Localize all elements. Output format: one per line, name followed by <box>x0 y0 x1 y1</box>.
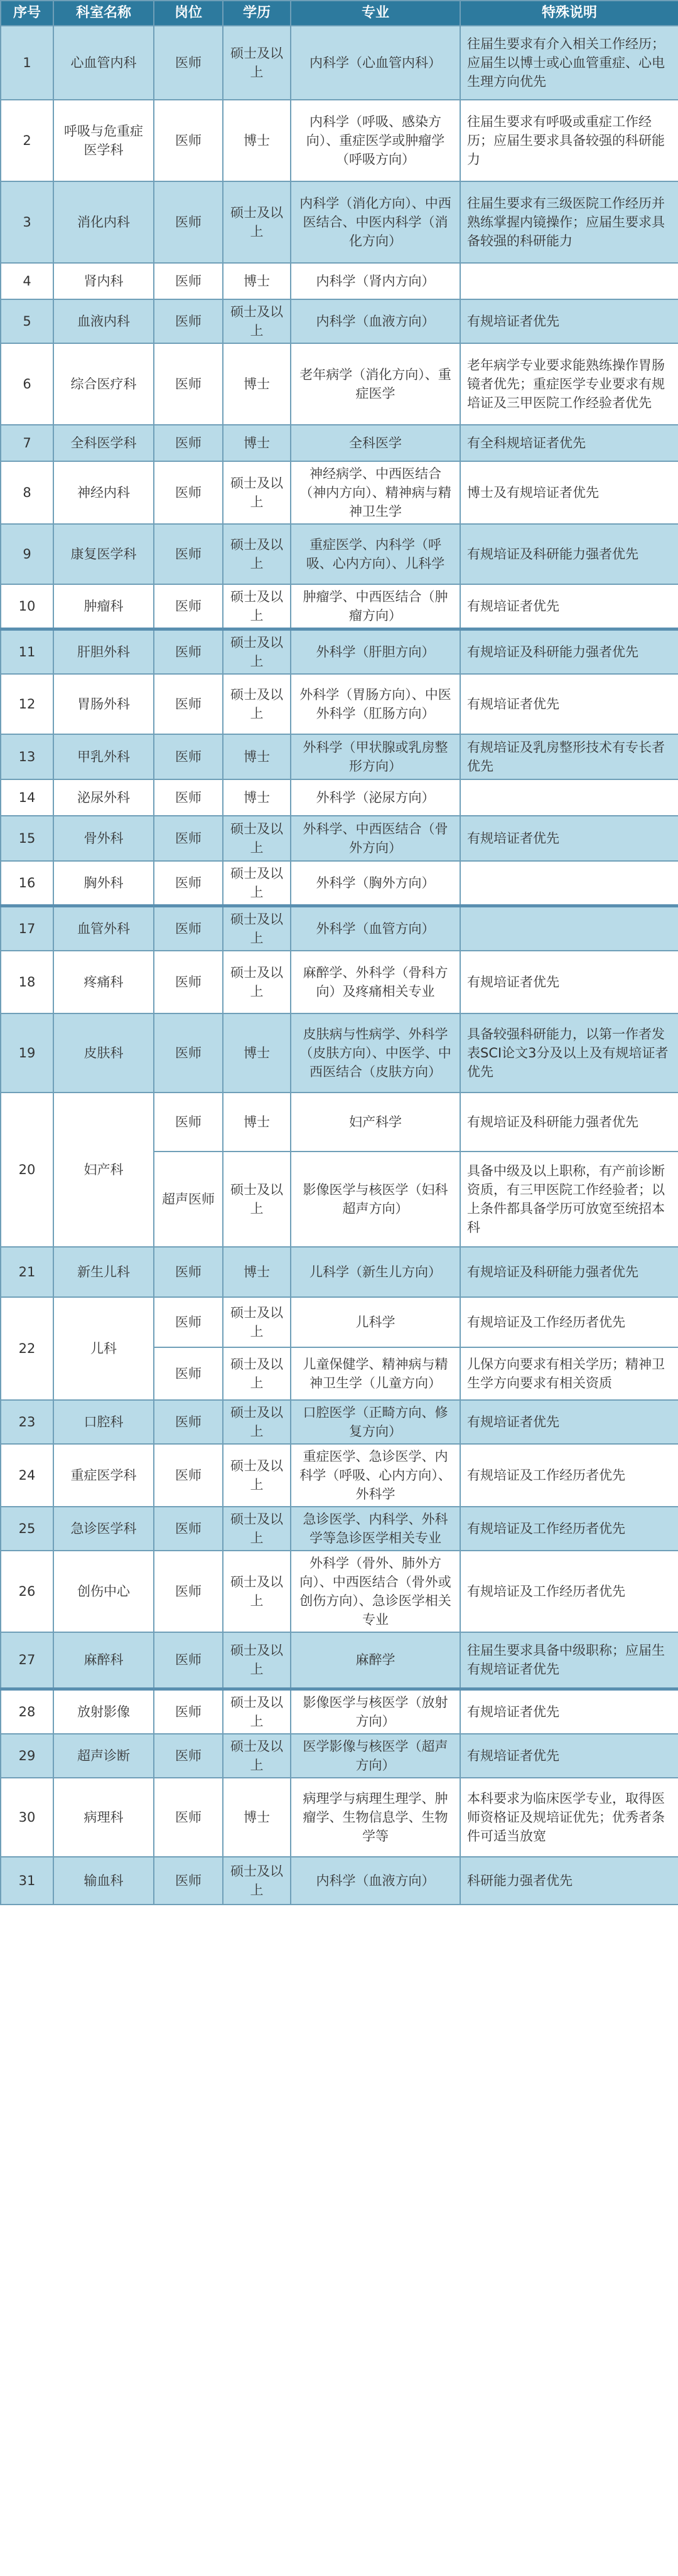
table-row <box>1 584 678 629</box>
table-row <box>1 1734 678 1778</box>
row-post: 医师 <box>154 343 223 425</box>
row-post: 医师 <box>154 1247 223 1297</box>
row-no: 19 <box>1 1013 53 1093</box>
row-edu: 博士 <box>223 779 291 816</box>
row-post: 医师 <box>154 861 223 906</box>
row-no: 28 <box>1 1689 53 1734</box>
row-dept: 呼吸与危重症医学科 <box>53 100 154 181</box>
row-post: 医师 <box>154 524 223 584</box>
table-row <box>1 861 678 906</box>
row-dept: 全科医学科 <box>53 425 154 461</box>
row-major: 影像医学与核医学（妇科超声方向） <box>291 1152 460 1247</box>
table-row <box>1 524 678 584</box>
row-edu: 硕士及以上 <box>223 1507 291 1551</box>
row-post: 医师 <box>154 584 223 629</box>
row-major: 外科学、中西医结合（骨外方向） <box>291 816 460 861</box>
row-note: 有规培证者优先 <box>460 299 678 343</box>
table-row <box>1 816 678 861</box>
row-dept: 麻醉科 <box>53 1632 154 1689</box>
row-dept: 血液内科 <box>53 299 154 343</box>
row-dept: 胃肠外科 <box>53 674 154 734</box>
row-dept: 儿科 <box>53 1297 154 1400</box>
row-post: 医师 <box>154 425 223 461</box>
table-row <box>1 1689 678 1734</box>
row-note <box>460 861 678 906</box>
row-major: 内科学（心血管内科） <box>291 26 460 100</box>
row-post: 超声医师 <box>154 1152 223 1247</box>
row-dept: 甲乳外科 <box>53 734 154 779</box>
table-row <box>1 299 678 343</box>
row-post: 医师 <box>154 779 223 816</box>
row-note: 有规培证者优先 <box>460 1689 678 1734</box>
row-no: 10 <box>1 584 53 629</box>
row-note: 有规培证者优先 <box>460 951 678 1013</box>
row-dept: 疼痛科 <box>53 951 154 1013</box>
row-no: 11 <box>1 629 53 675</box>
row-edu: 博士 <box>223 734 291 779</box>
row-no: 14 <box>1 779 53 816</box>
row-edu: 博士 <box>223 1778 291 1857</box>
row-major: 肿瘤学、中西医结合（肿瘤方向） <box>291 584 460 629</box>
row-major: 影像医学与核医学（放射方向） <box>291 1689 460 1734</box>
row-edu: 博士 <box>223 100 291 181</box>
table-row <box>1 1297 678 1347</box>
row-dept: 血管外科 <box>53 906 154 951</box>
row-dept: 肿瘤科 <box>53 584 154 629</box>
row-edu: 硕士及以上 <box>223 674 291 734</box>
table-row <box>1 26 678 100</box>
row-dept: 消化内科 <box>53 181 154 263</box>
row-edu: 硕士及以上 <box>223 1444 291 1507</box>
row-dept: 妇产科 <box>53 1093 154 1247</box>
row-note: 有规培证者优先 <box>460 1400 678 1444</box>
table-row <box>1 734 678 779</box>
row-no: 22 <box>1 1297 53 1400</box>
row-note: 有规培证及工作经历者优先 <box>460 1444 678 1507</box>
row-edu: 博士 <box>223 1247 291 1297</box>
row-major: 老年病学（消化方向）、重症医学 <box>291 343 460 425</box>
row-major: 医学影像与核医学（超声方向） <box>291 1734 460 1778</box>
row-no: 15 <box>1 816 53 861</box>
table-row <box>1 779 678 816</box>
table-row <box>1 1013 678 1093</box>
table-row <box>1 674 678 734</box>
row-major: 急诊医学、内科学、外科学等急诊医学相关专业 <box>291 1507 460 1551</box>
row-dept: 肝胆外科 <box>53 629 154 675</box>
row-post: 医师 <box>154 299 223 343</box>
row-major: 皮肤病与性病学、外科学（皮肤方向）、中医学、中西医结合（皮肤方向） <box>291 1013 460 1093</box>
row-edu: 硕士及以上 <box>223 1734 291 1778</box>
row-major: 麻醉学 <box>291 1632 460 1689</box>
row-dept: 创伤中心 <box>53 1551 154 1632</box>
table-row <box>1 1632 678 1689</box>
row-edu: 博士 <box>223 343 291 425</box>
table-row <box>1 100 678 181</box>
row-no: 16 <box>1 861 53 906</box>
row-dept: 重症医学科 <box>53 1444 154 1507</box>
header-note: 特殊说明 <box>460 1 678 26</box>
row-note: 老年病学专业要求能熟练操作胃肠镜者优先；重症医学专业要求有规培证及三甲医院工作经验者优先 <box>460 343 678 425</box>
row-dept: 康复医学科 <box>53 524 154 584</box>
row-major: 麻醉学、外科学（骨科方向）及疼痛相关专业 <box>291 951 460 1013</box>
row-dept: 新生儿科 <box>53 1247 154 1297</box>
table-row <box>1 1444 678 1507</box>
row-post: 医师 <box>154 1444 223 1507</box>
row-note: 有规培证者优先 <box>460 816 678 861</box>
header-post: 岗位 <box>154 1 223 26</box>
row-major: 神经病学、中西医结合（神内方向）、精神病与精神卫生学 <box>291 461 460 524</box>
row-no: 13 <box>1 734 53 779</box>
row-post: 医师 <box>154 816 223 861</box>
row-dept: 口腔科 <box>53 1400 154 1444</box>
row-note: 往届生要求具备中级职称；应届生有规培证者优先 <box>460 1632 678 1689</box>
row-note: 儿保方向要求有相关学历；精神卫生学方向要求有相关资质 <box>460 1347 678 1400</box>
row-note <box>460 779 678 816</box>
row-major: 外科学（血管方向） <box>291 906 460 951</box>
row-edu: 硕士及以上 <box>223 1551 291 1632</box>
table-row <box>1 1247 678 1297</box>
row-major: 儿科学（新生儿方向） <box>291 1247 460 1297</box>
row-no: 29 <box>1 1734 53 1778</box>
row-note: 本科要求为临床医学专业，取得医师资格证及规培证优先；优秀者条件可适当放宽 <box>460 1778 678 1857</box>
row-edu: 硕士及以上 <box>223 1297 291 1347</box>
row-major: 外科学（泌尿方向） <box>291 779 460 816</box>
row-note: 有规培证者优先 <box>460 674 678 734</box>
header-dept: 科室名称 <box>53 1 154 26</box>
row-major: 妇产科学 <box>291 1093 460 1152</box>
row-note: 有规培证及工作经历者优先 <box>460 1297 678 1347</box>
row-edu: 硕士及以上 <box>223 951 291 1013</box>
row-no: 9 <box>1 524 53 584</box>
row-dept: 肾内科 <box>53 263 154 299</box>
row-note: 往届生要求有三级医院工作经历并熟练掌握内镜操作；应届生要求具备较强的科研能力 <box>460 181 678 263</box>
row-note: 有规培证者优先 <box>460 1734 678 1778</box>
row-post: 医师 <box>154 1507 223 1551</box>
row-post: 医师 <box>154 181 223 263</box>
row-post: 医师 <box>154 1297 223 1347</box>
row-no: 26 <box>1 1551 53 1632</box>
row-post: 医师 <box>154 1689 223 1734</box>
row-no: 12 <box>1 674 53 734</box>
row-major: 全科医学 <box>291 425 460 461</box>
header-row <box>1 1 678 26</box>
row-edu: 硕士及以上 <box>223 584 291 629</box>
row-no: 21 <box>1 1247 53 1297</box>
row-edu: 博士 <box>223 263 291 299</box>
table-row <box>1 343 678 425</box>
row-no: 4 <box>1 263 53 299</box>
row-dept: 皮肤科 <box>53 1013 154 1093</box>
row-post: 医师 <box>154 263 223 299</box>
row-post: 医师 <box>154 1093 223 1152</box>
row-post: 医师 <box>154 100 223 181</box>
row-note <box>460 263 678 299</box>
table-row <box>1 461 678 524</box>
row-edu: 硕士及以上 <box>223 906 291 951</box>
row-edu: 硕士及以上 <box>223 1632 291 1689</box>
row-note: 有规培证及科研能力强者优先 <box>460 629 678 675</box>
row-edu: 硕士及以上 <box>223 299 291 343</box>
row-note: 有规培证者优先 <box>460 584 678 629</box>
row-dept: 输血科 <box>53 1857 154 1905</box>
row-major: 儿童保健学、精神病与精神卫生学（儿童方向） <box>291 1347 460 1400</box>
table-row <box>1 1551 678 1632</box>
table-row <box>1 1857 678 1905</box>
row-post: 医师 <box>154 1347 223 1400</box>
row-dept: 急诊医学科 <box>53 1507 154 1551</box>
row-major: 内科学（呼吸、感染方向）、重症医学或肿瘤学（呼吸方向） <box>291 100 460 181</box>
row-major: 外科学（胃肠方向）、中医外科学（肛肠方向） <box>291 674 460 734</box>
row-no: 30 <box>1 1778 53 1857</box>
row-note: 具备较强科研能力，以第一作者发表SCI论文3分及以上及有规培证者优先 <box>460 1013 678 1093</box>
row-edu: 硕士及以上 <box>223 26 291 100</box>
row-post: 医师 <box>154 1857 223 1905</box>
row-major: 内科学（血液方向） <box>291 299 460 343</box>
row-dept: 泌尿外科 <box>53 779 154 816</box>
row-note: 有规培证及工作经历者优先 <box>460 1551 678 1632</box>
row-dept: 综合医疗科 <box>53 343 154 425</box>
row-note: 有规培证及科研能力强者优先 <box>460 524 678 584</box>
table-row <box>1 1507 678 1551</box>
row-edu: 硕士及以上 <box>223 1347 291 1400</box>
row-note: 博士及有规培证者优先 <box>460 461 678 524</box>
row-edu: 博士 <box>223 1013 291 1093</box>
table-row <box>1 1778 678 1857</box>
row-major: 内科学（消化方向）、中西医结合、中医内科学（消化方向） <box>291 181 460 263</box>
row-dept: 超声诊断 <box>53 1734 154 1778</box>
row-major: 外科学（甲状腺或乳房整形方向） <box>291 734 460 779</box>
row-major: 病理学与病理生理学、肿瘤学、生物信息学、生物学等 <box>291 1778 460 1857</box>
row-dept: 心血管内科 <box>53 26 154 100</box>
row-major: 外科学（肝胆方向） <box>291 629 460 675</box>
row-edu: 硕士及以上 <box>223 1152 291 1247</box>
row-no: 18 <box>1 951 53 1013</box>
row-major: 内科学（肾内方向） <box>291 263 460 299</box>
row-major: 重症医学、急诊医学、内科学（呼吸、心内方向）、外科学 <box>291 1444 460 1507</box>
row-post: 医师 <box>154 906 223 951</box>
row-note: 往届生要求有介入相关工作经历；应届生以博士或心血管重症、心电生理方向优先 <box>460 26 678 100</box>
row-major: 外科学（骨外、肺外方向）、中西医结合（骨外或创伤方向）、急诊医学相关专业 <box>291 1551 460 1632</box>
table-row <box>1 425 678 461</box>
row-dept: 神经内科 <box>53 461 154 524</box>
row-major: 内科学（血液方向） <box>291 1857 460 1905</box>
row-no: 25 <box>1 1507 53 1551</box>
row-dept: 病理科 <box>53 1778 154 1857</box>
row-post: 医师 <box>154 1734 223 1778</box>
row-edu: 硕士及以上 <box>223 1857 291 1905</box>
row-no: 20 <box>1 1093 53 1247</box>
table-body <box>1 26 678 1905</box>
row-post: 医师 <box>154 26 223 100</box>
row-edu: 硕士及以上 <box>223 629 291 675</box>
row-major: 口腔医学（正畸方向、修复方向） <box>291 1400 460 1444</box>
row-post: 医师 <box>154 951 223 1013</box>
row-post: 医师 <box>154 674 223 734</box>
row-edu: 博士 <box>223 425 291 461</box>
row-no: 27 <box>1 1632 53 1689</box>
row-post: 医师 <box>154 1551 223 1632</box>
row-post: 医师 <box>154 1400 223 1444</box>
table-row <box>1 629 678 675</box>
row-no: 1 <box>1 26 53 100</box>
row-dept: 放射影像 <box>53 1689 154 1734</box>
row-edu: 硕士及以上 <box>223 461 291 524</box>
row-edu: 硕士及以上 <box>223 816 291 861</box>
row-no: 24 <box>1 1444 53 1507</box>
header-major: 专业 <box>291 1 460 26</box>
row-note: 有规培证及科研能力强者优先 <box>460 1247 678 1297</box>
row-post: 医师 <box>154 629 223 675</box>
row-major: 儿科学 <box>291 1297 460 1347</box>
table-row <box>1 1400 678 1444</box>
row-note: 有规培证及工作经历者优先 <box>460 1507 678 1551</box>
row-edu: 博士 <box>223 1093 291 1152</box>
row-edu: 硕士及以上 <box>223 1400 291 1444</box>
row-no: 23 <box>1 1400 53 1444</box>
row-no: 31 <box>1 1857 53 1905</box>
row-no: 17 <box>1 906 53 951</box>
table-row <box>1 951 678 1013</box>
row-no: 3 <box>1 181 53 263</box>
row-major: 外科学（胸外方向） <box>291 861 460 906</box>
header-no: 序号 <box>1 1 53 26</box>
row-note <box>460 906 678 951</box>
table-row <box>1 906 678 951</box>
row-no: 2 <box>1 100 53 181</box>
row-dept: 骨外科 <box>53 816 154 861</box>
table-row <box>1 1093 678 1152</box>
row-edu: 硕士及以上 <box>223 524 291 584</box>
row-no: 5 <box>1 299 53 343</box>
row-no: 8 <box>1 461 53 524</box>
row-note: 有规培证及乳房整形技术有专长者优先 <box>460 734 678 779</box>
row-edu: 硕士及以上 <box>223 181 291 263</box>
table-row <box>1 181 678 263</box>
row-note: 科研能力强者优先 <box>460 1857 678 1905</box>
row-note: 具备中级及以上职称，有产前诊断资质，有三甲医院工作经验者；以上条件都具备学历可放宽至统招本科 <box>460 1152 678 1247</box>
row-no: 6 <box>1 343 53 425</box>
row-major: 重症医学、内科学（呼吸、心内方向）、儿科学 <box>291 524 460 584</box>
row-edu: 硕士及以上 <box>223 1689 291 1734</box>
row-dept: 胸外科 <box>53 861 154 906</box>
row-post: 医师 <box>154 461 223 524</box>
row-note: 往届生要求有呼吸或重症工作经历；应届生要求具备较强的科研能力 <box>460 100 678 181</box>
row-post: 医师 <box>154 1778 223 1857</box>
header-edu: 学历 <box>223 1 291 26</box>
table-row <box>1 263 678 299</box>
row-post: 医师 <box>154 1632 223 1689</box>
row-post: 医师 <box>154 734 223 779</box>
row-edu: 硕士及以上 <box>223 861 291 906</box>
row-post: 医师 <box>154 1013 223 1093</box>
row-note: 有规培证及科研能力强者优先 <box>460 1093 678 1152</box>
row-no: 7 <box>1 425 53 461</box>
row-note: 有全科规培证者优先 <box>460 425 678 461</box>
